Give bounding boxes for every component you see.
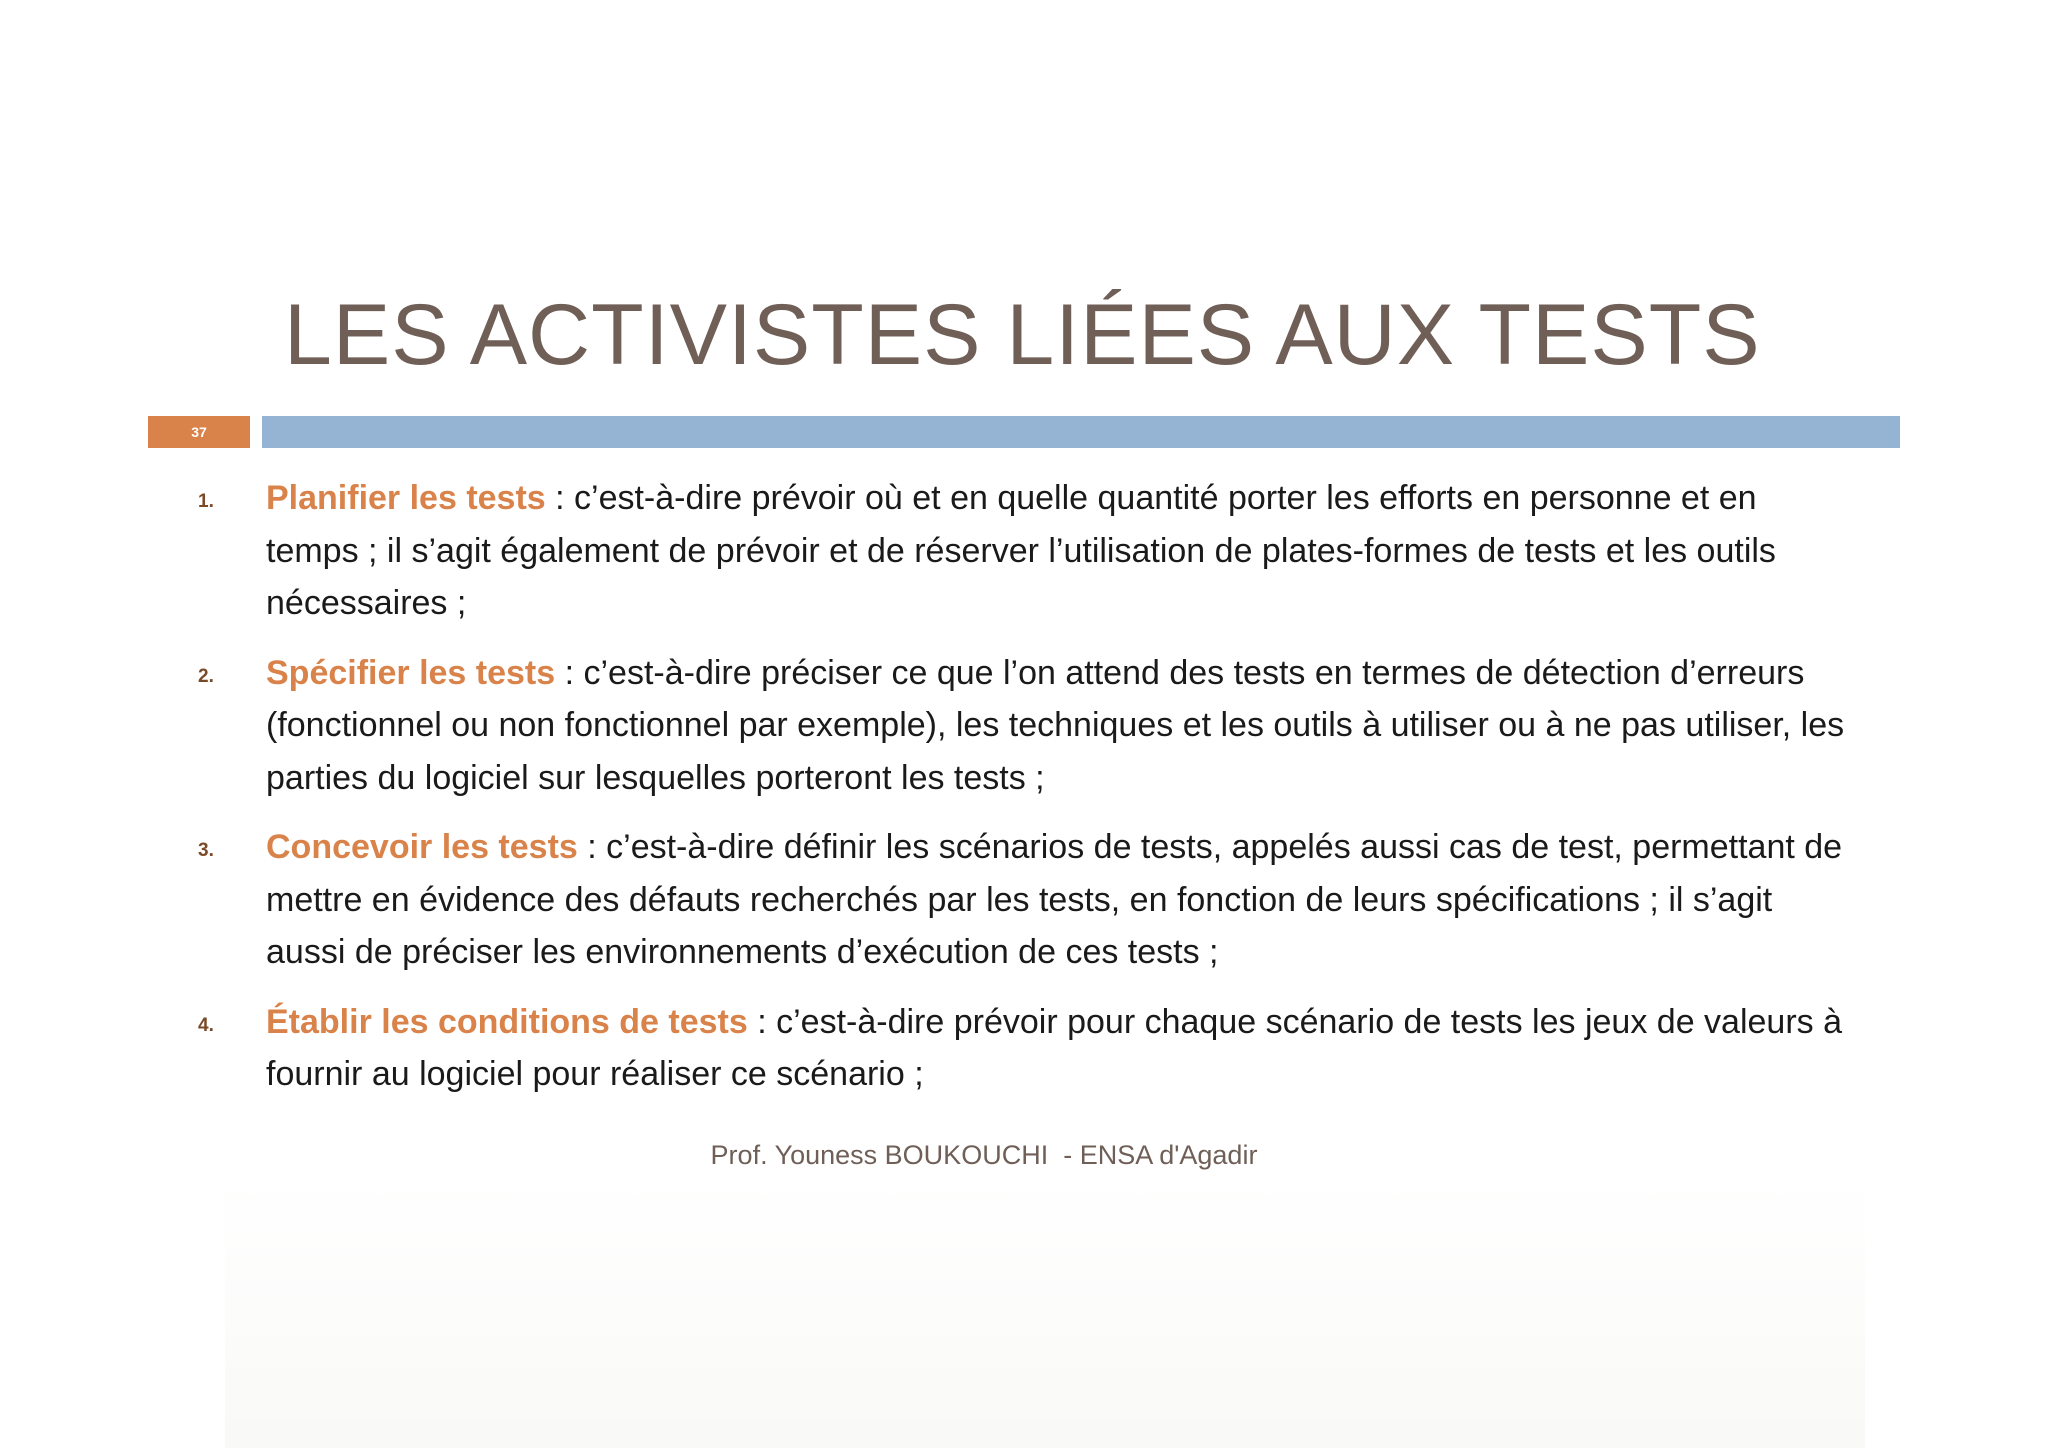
slide-title: LES ACTIVISTES LIÉES AUX TESTS	[284, 287, 1761, 383]
title-underline-bar	[262, 416, 1900, 448]
list-item	[198, 472, 1858, 630]
item-number: 1.	[198, 491, 214, 512]
activity-list	[198, 472, 1858, 1118]
page-shadow	[225, 1180, 1865, 1448]
item-number: 4.	[198, 1014, 214, 1036]
footer-author: Prof. Youness BOUKOUCHI - ENSA d'Agadir	[710, 1140, 1258, 1170]
item-text: : c’est-à-dire définir les scénarios de tests, appelés aussi cas de test, permettant de mettre en évidence des défauts recherchés par les tests, en fonction de leurs spécifications ; il s’agit aussi de préciser les environnements d’exécution de ces tests ;	[266, 828, 1843, 971]
list-item	[198, 647, 1858, 805]
item-number: 2.	[198, 665, 214, 687]
slide-number: 37	[191, 424, 207, 440]
slide-number-badge	[148, 416, 250, 448]
item-text: : c’est-à-dire prévoir où et en quelle quantité porter les efforts en personne et en temps ; il s’agit également de prévoir et de réserver l’utilisation de plates-formes de tests et les outils nécessaires ;	[266, 479, 1776, 622]
list-item	[198, 996, 1858, 1101]
item-text: : c’est-à-dire prévoir pour chaque scénario de tests les jeux de valeurs à fournir au logiciel pour réaliser ce scénario ;	[266, 1002, 1843, 1093]
item-keyword: Établir les conditions de tests	[266, 1002, 748, 1041]
item-text: : c’est-à-dire préciser ce que l’on attend des tests en termes de détection d’erreurs (fonctionnel ou non fonctionnel par exemple), les techniques et les outils à utiliser ou à ne pas utiliser, les parties du logiciel sur lesquelles porteront les tests ;	[266, 653, 1845, 797]
item-keyword: Spécifier les tests	[266, 653, 556, 692]
list-item	[198, 821, 1858, 979]
item-keyword: Concevoir les tests	[266, 828, 578, 866]
item-keyword: Planifier les tests	[266, 479, 546, 517]
item-number: 3.	[198, 840, 214, 861]
